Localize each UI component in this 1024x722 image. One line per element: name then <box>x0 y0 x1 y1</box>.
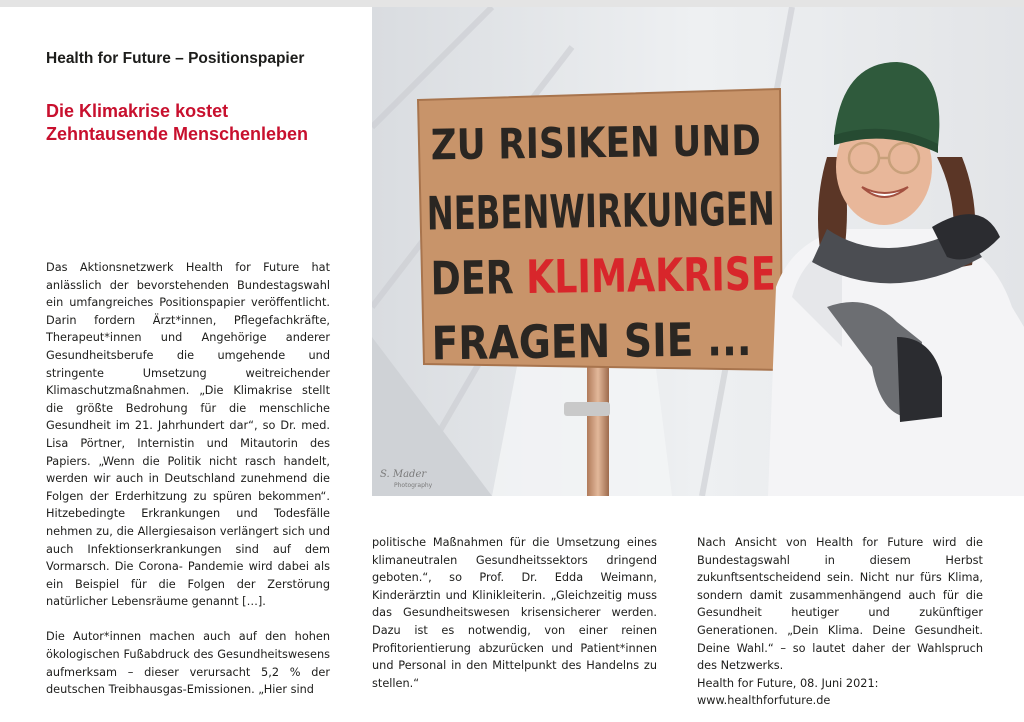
section-kicker: Health for Future – Positionspapier <box>46 50 305 67</box>
protest-photo-illustration <box>372 7 1024 496</box>
sign-highlight: KLIMAKRISE <box>525 245 843 305</box>
top-bar <box>0 0 1024 7</box>
sign-line-3 <box>430 245 843 306</box>
sign-line-2: NEBENWIRKUNGEN <box>426 179 924 241</box>
photo-credit: S. Mader <box>380 469 427 480</box>
signoff: Health for Future, 08. Juni 2021: <box>697 676 879 690</box>
sign-line-3-prefix: DER <box>430 249 553 306</box>
column-1 <box>46 259 330 699</box>
column-2 <box>372 534 657 692</box>
column-3 <box>697 534 983 710</box>
column-1-paragraph-1: Das Aktionsnetzwerk Health for Future hat anlässlich der bevorstehenden Bundestagswahl ein umfangreiches Positionspapier veröffentlicht. Darin fordern Ärzt*innen, Pflegefachkräfte, Therapeut*innen und Angehörige anderer Gesundheitsberufe die umgehende und stringente Umsetzung weitreichender Klimaschutzmaßnahmen. „Die Klimakrise stellt die größte Bedrohung für die menschliche Gesundheit im 21. Jahrhundert dar“, so Dr. med. Lisa Pörtner, Internistin und Mitautorin des Papiers. „Wenn die Politik nicht rasch handelt, werden wir auch in Deutschland zunehmend die Folgen der Erderhitzung zu spüren bekommen“. Hitzebedingte Erkrankungen und Todesfälle nehmen zu, die Allergiesaison verlängert sich und auch Infektionserkrankungen sind auf dem Vormarsch. Die Corona- Pandemie wird dabei als ein Beispiel für die Folgen der Zerstörung natürlicher Lebensräume genannt […]. <box>46 261 330 609</box>
column-1-paragraph-2: Die Autor*innen machen auch auf den hohen ökologischen Fußabdruck des Gesundheitswesens aufmerksam – dieser verursacht 5,2 % der deutschen Treibhausgas-Emissionen. „Hier sind <box>46 630 330 697</box>
article-headline <box>46 100 356 146</box>
headline-line-2: Zehntausende Menschenleben <box>46 124 309 144</box>
protest-photo <box>372 7 1024 496</box>
column-2-paragraph-1: politische Maßnahmen für die Umsetzung eines klimaneutralen Gesundheitssektors dringend geboten.“, so Prof. Dr. Edda Weimann, Kinderärztin und Klinikleiterin. „Gleichzeitig muss das Gesundheitswesen krisensicherer werden. Dazu ist es notwendig, von einer reinen Profitorientierung abzurücken und Patient*innen und Personal in den Mittelpunkt des Handelns zu stellen.“ <box>372 536 657 690</box>
sign-pole <box>587 367 609 496</box>
photo-credit-sub: Photography <box>394 482 433 489</box>
sign-line-1: ZU RISIKEN UND <box>430 114 820 170</box>
column-3-paragraph-1: Nach Ansicht von Health for Future wird die Bundestagswahl in diesem Herbst zukunftsentscheidend sein. Nicht nur fürs Klima, sondern damit zusammenhängend auch für die Gesundheit heutiger und zukünftiger Generationen. „Dein Klima. Deine Gesundheit. Deine Wahl.“ – so lautet daher der Wahlspruch des Netzwerks. <box>697 536 983 673</box>
headline-line-1: Die Klimakrise kostet <box>46 101 229 121</box>
sign-line-4: FRAGEN SIE ... <box>431 311 809 371</box>
website-link[interactable]: www.healthforfuture.de <box>697 694 831 708</box>
